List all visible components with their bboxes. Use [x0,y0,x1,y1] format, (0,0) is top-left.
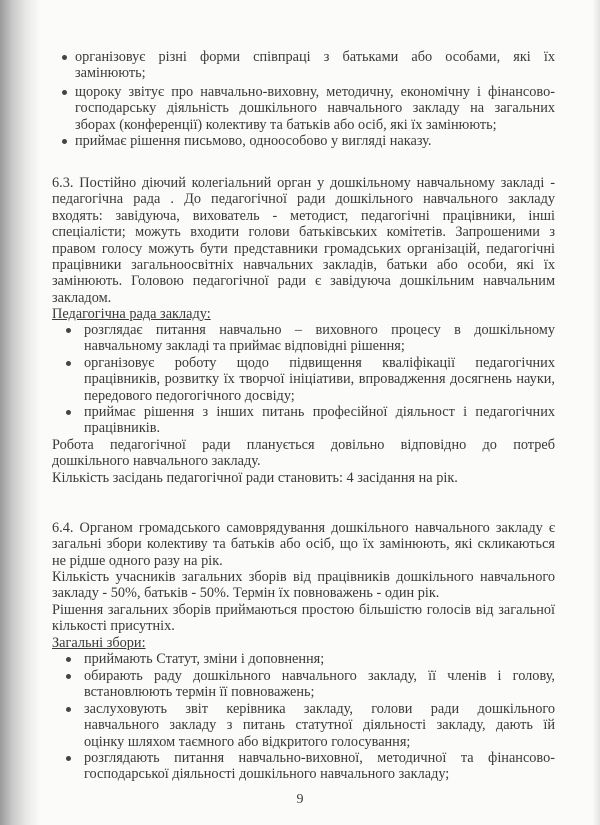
text-line: приймає рішення письмово, одноособово у вигляді наказу. [75,133,432,149]
bullet-icon [62,55,67,60]
list-item [84,668,555,701]
page-number: 9 [296,792,304,807]
list-item [75,133,555,149]
text-line: обирають раду дошкільного навчального закладу, її членів і голову, [84,668,555,684]
list-item [84,322,555,355]
text-line: розглядають питання навчально-виховної, методичної та фінансово- [84,750,555,766]
text-line: входять: завідуюча, вихователь - методист, педагогічні працівники, інші [52,207,555,224]
text-line: 6.4. Органом громадського самоврядування дошкільного навчального закладу є [52,520,555,536]
text-line: працівники загальноосвітніх навчальних закладів, батьки або особи, які їх [52,256,555,273]
text-line: організовує різні форми співпраці з батьками або особами, які їх [75,49,555,65]
bullet-icon [66,707,71,712]
text-line: правом голосу можуть бути представники громадських організацій, педагогічні [52,240,555,257]
list-item [84,701,555,750]
text-line: працівників. [84,420,161,437]
bullet-icon [66,657,71,662]
bullet-icon [62,90,67,95]
text-line: навчального закладу з питань статутної діяльності закладу, дають їй [84,717,555,734]
text-line: навчальному закладі та приймає відповідні рішення; [84,338,405,355]
text-line: дошкільного навчального закладу. [52,453,261,470]
list-item [75,49,555,82]
text-line: не рідше одного разу на рік. [52,552,223,569]
bullet-icon [66,361,71,366]
scan-edge-shadow-right [592,0,600,825]
text-line: працівників, розвитку їх творчої ініціативи, впровадження досягнень науки, [84,371,555,388]
bullet-icon [66,674,71,679]
subheading-pedagogical-council: Педагогічна рада закладу: [52,306,211,322]
text-line: замінюють; [75,65,146,82]
section-6-3-paragraph [52,175,555,306]
list-item [84,651,555,667]
text-line: господарської діяльності дошкільного навчального закладу; [84,766,450,783]
list-item [84,750,555,783]
text-line: розглядає питання навчально – виховного процесу в дошкільному [84,322,555,338]
text-line: закладу - 50%, батьків - 50%. Термін їх повноважень - один рік. [52,585,440,602]
planning-paragraph [52,437,555,470]
bullet-icon [66,756,71,761]
scan-edge-shadow [0,0,40,825]
text-line: педагогічна рада . До педагогічної ради дошкільного навчального закладу [52,191,555,208]
decisions-paragraph [52,602,555,635]
text-line: замінюють. Головою педагогічної ради є завідуюча дошкільним навчальним [52,273,555,290]
subheading-general-meeting: Загальні збори: [52,635,146,651]
text-line: господарську діяльність дошкільного навчального закладу на загальних [75,100,555,117]
participants-paragraph [52,569,555,602]
text-line: Кількість учасників загальних зборів від працівників дошкільного навчального [52,569,555,585]
text-line: оцінку шляхом таємного або відкритого голосування; [84,733,411,750]
text-line: передового педогогічного досвіду; [84,387,295,404]
text-line: Рішення загальних зборів приймаються простою більшістю голосів від загальної [52,602,555,618]
text-line: спеціалісти; можуть входити голови батьківських комітетів. Запрошеними з [52,224,555,241]
list-item [84,404,555,437]
bullet-icon [62,139,67,144]
text-line: приймають Статут, зміни і доповнення; [84,651,325,667]
bullet-icon [66,328,71,333]
meetings-paragraph: Кількість засідань педагогічної ради становить: 4 засідання на рік. [52,470,458,486]
text-line: організовує роботу щодо підвищення кваліфікації педагогічних [84,355,555,371]
text-line: закладом. [52,289,112,306]
section-6-4-paragraph [52,520,555,569]
text-line: зборах (конференції) колективу та батьків або осіб, які їх замінюють; [75,116,497,133]
text-line: заслуховують звіт керівника закладу, голови ради дошкільного [84,701,555,717]
text-line: приймає рішення з інших питань професійної діяльност і педагогічних [84,404,555,420]
text-line: 6.3. Постійно діючий колегіальний орган у дошкільному навчальному закладі - [52,175,555,191]
list-item [84,355,555,404]
text-line: щороку звітує про навчально-виховну, методичну, економічну і фінансово- [75,84,555,100]
text-line: встановлюють термін її повноважень; [84,684,315,701]
list-item [75,84,555,133]
text-line: загальні збори колективу та батьків або осіб, що їх замінюють, які скликаються [52,536,555,553]
text-line: Робота педагогічної ради планується довільно відповідно до потреб [52,437,555,453]
bullet-icon [66,410,71,415]
text-line: кількості присутніх. [52,618,175,635]
